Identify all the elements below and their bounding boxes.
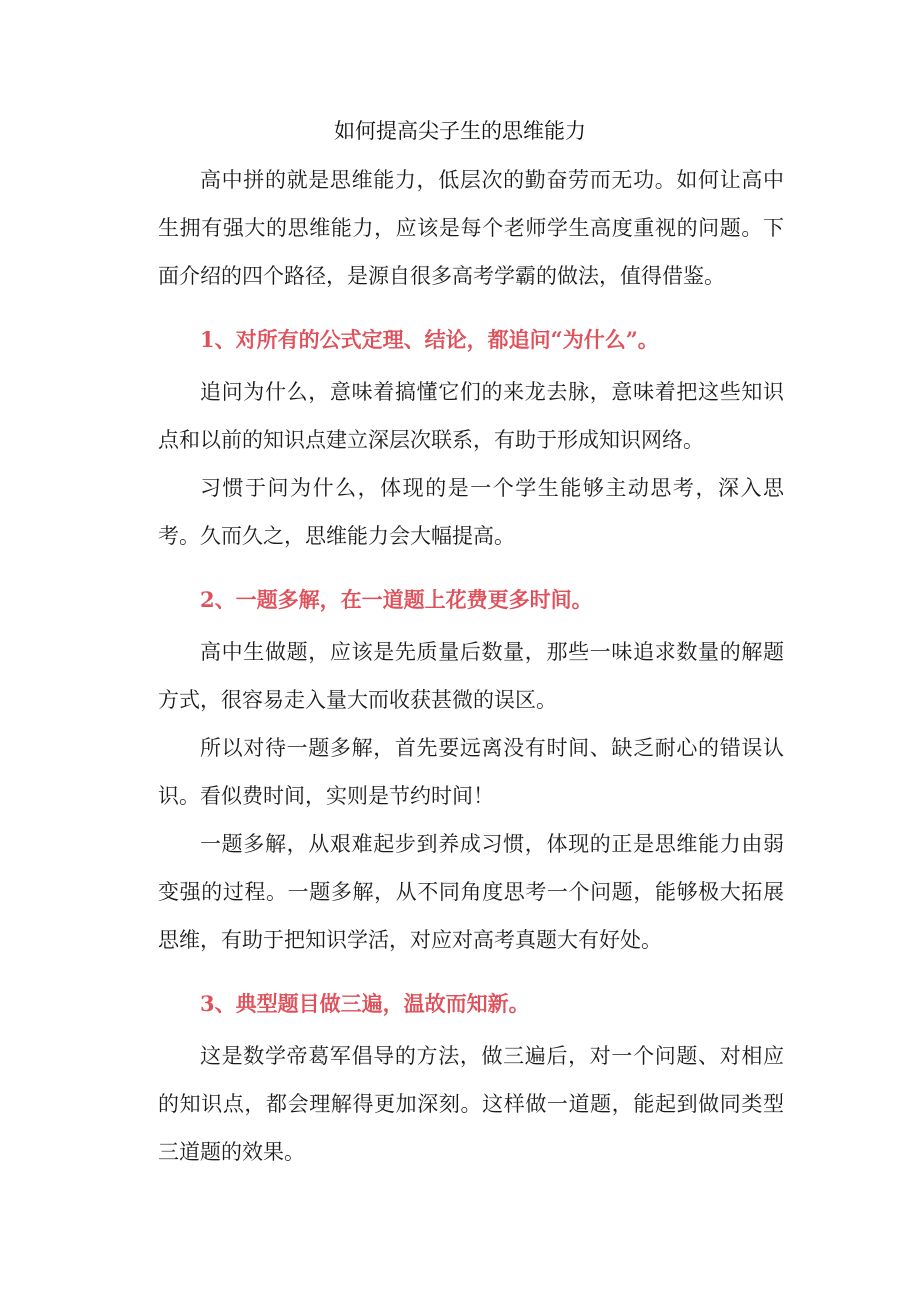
spacer: [158, 964, 784, 980]
section-1-paragraph-2: 习惯于问为什么，体现的是一个学生能够主动思考，深入思考。久而久之，思维能力会大幅提高。: [158, 476, 784, 548]
section-3-heading: 3、典型题目做三遍，温故而知新。: [200, 991, 530, 1016]
document-title: 如何提高尖子生的思维能力: [334, 119, 586, 143]
spacer: [158, 560, 784, 576]
spacer: [158, 300, 784, 316]
section-1-paragraph-1: 追问为什么，意味着搞懂它们的来龙去脉，意味着把这些知识点和以前的知识点建立深层次联系，有助于形成知识网络。: [158, 380, 784, 452]
section-2-heading: 2、一题多解，在一道题上花费更多时间。: [200, 587, 593, 612]
document-body: [158, 156, 784, 1176]
section-2-paragraph-2: 所以对待一题多解，首先要远离没有时间、缺乏耐心的错误认识。看似费时间，实则是节约时间！: [158, 736, 784, 808]
section-3-paragraph-1: 这是数学帝葛军倡导的方法，做三遍后，对一个问题、对相应的知识点，都会理解得更加深刻。这样做一道题，能起到做同类型三道题的效果。: [158, 1044, 784, 1164]
intro-paragraph: 高中拼的就是思维能力，低层次的勤奋劳而无功。如何让高中生拥有强大的思维能力，应该是每个老师学生高度重视的问题。下面介绍的四个路径，是源自很多高考学霸的做法，值得借鉴。: [158, 168, 784, 288]
section-2-paragraph-3: 一题多解，从艰难起步到养成习惯，体现的正是思维能力由弱变强的过程。一题多解，从不同角度思考一个问题，能够极大拓展思维，有助于把知识学活，对应对高考真题大有好处。: [158, 832, 784, 952]
section-1-heading: 1、对所有的公式定理、结论，都追问“为什么”。: [200, 327, 659, 352]
section-2-paragraph-1: 高中生做题，应该是先质量后数量，那些一味追求数量的解题方式，很容易走入量大而收获甚微的误区。: [158, 640, 784, 712]
